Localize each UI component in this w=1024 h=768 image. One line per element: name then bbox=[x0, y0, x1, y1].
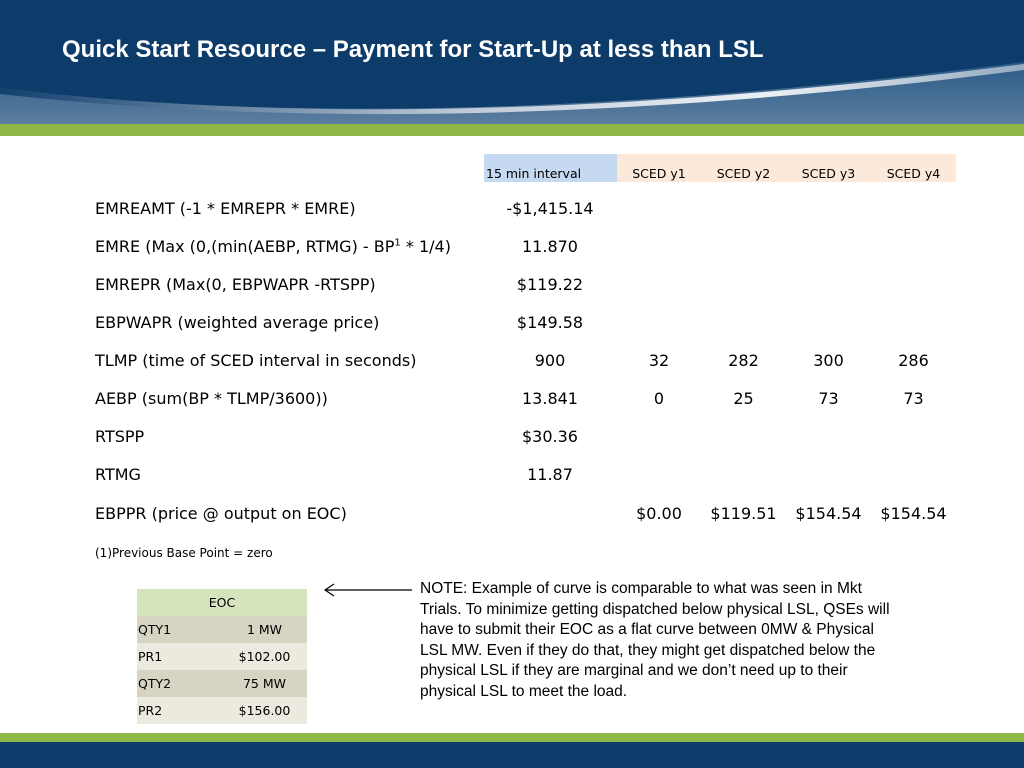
row-label: RTMG bbox=[95, 465, 141, 484]
table-cell: 73 bbox=[818, 389, 839, 408]
table-cell: $119.51 bbox=[710, 504, 777, 523]
table-cell: 300 bbox=[813, 351, 844, 370]
row-label: TLMP (time of SCED interval in seconds) bbox=[95, 351, 417, 370]
eoc-value: $156.00 bbox=[222, 697, 307, 724]
eoc-value: $102.00 bbox=[222, 643, 307, 670]
table-row bbox=[137, 643, 307, 670]
table-cell: 286 bbox=[898, 351, 929, 370]
table-cell: 73 bbox=[903, 389, 924, 408]
eoc-value: 75 MW bbox=[222, 670, 307, 697]
table-cell: 11.87 bbox=[527, 465, 573, 484]
table-row bbox=[137, 616, 307, 643]
footnote-marker: 1 bbox=[394, 237, 401, 249]
eoc-key: PR1 bbox=[137, 643, 222, 670]
arrow-left-icon bbox=[322, 582, 414, 598]
table-cell: 900 bbox=[534, 351, 566, 370]
row-label: AEBP (sum(BP * TLMP/3600)) bbox=[95, 389, 328, 408]
table-cell: 0 bbox=[653, 389, 665, 408]
footer-stripe bbox=[0, 733, 1024, 742]
table-cell: 11.870 bbox=[522, 237, 578, 256]
table-cell: -$1,415.14 bbox=[506, 199, 594, 218]
table-cell: 25 bbox=[733, 389, 754, 408]
footnote: (1)Previous Base Point = zero bbox=[95, 546, 273, 560]
table-cell: $119.22 bbox=[516, 275, 584, 294]
row-label bbox=[95, 237, 451, 256]
row-label: EMREPR (Max(0, EBPWAPR -RTSPP) bbox=[95, 275, 376, 294]
table-row bbox=[137, 670, 307, 697]
row-label: EBPWAPR (weighted average price) bbox=[95, 313, 380, 332]
column-header-sced1: SCED y1 bbox=[617, 154, 701, 182]
table-cell: 32 bbox=[648, 351, 670, 370]
page-title: Quick Start Resource – Payment for Start-Up at less than LSL bbox=[62, 36, 764, 63]
table-cell: $149.58 bbox=[516, 313, 584, 332]
row-label: EBPPR (price @ output on EOC) bbox=[95, 504, 347, 523]
table-cell: $0.00 bbox=[636, 504, 682, 523]
table-cell: 13.841 bbox=[522, 389, 578, 408]
eoc-key: PR2 bbox=[137, 697, 222, 724]
eoc-key: QTY2 bbox=[137, 670, 222, 697]
row-label-text-end: * 1/4) bbox=[400, 237, 451, 256]
row-label: RTSPP bbox=[95, 427, 145, 446]
table-row bbox=[137, 697, 307, 724]
table-cell: 282 bbox=[728, 351, 759, 370]
column-header-interval: 15 min interval bbox=[484, 154, 617, 182]
table-cell: $154.54 bbox=[880, 504, 947, 523]
eoc-value: 1 MW bbox=[222, 616, 307, 643]
column-header-sced2: SCED y2 bbox=[701, 154, 786, 182]
eoc-table bbox=[137, 589, 307, 724]
eoc-key: QTY1 bbox=[137, 616, 222, 643]
column-header-sced3: SCED y3 bbox=[786, 154, 871, 182]
column-header-sced4: SCED y4 bbox=[871, 154, 956, 182]
table-cell: $30.36 bbox=[522, 427, 578, 446]
row-label: EMREAMT (-1 * EMREPR * EMRE) bbox=[95, 199, 356, 218]
row-label-text: EMRE (Max (0,(min(AEBP, RTMG) - BP bbox=[95, 237, 395, 256]
eoc-title: EOC bbox=[137, 589, 307, 616]
note-text: NOTE: Example of curve is comparable to what was seen in Mkt Trials. To minimize getting dispatched below physical LSL, QSEs will have to submit their EOC as a flat curve between 0MW & Physical LSL MW. Even if they do that, they might get dispatched below the physical LSL if they are marginal and we don’t need up to their physical LSL to meet the load. bbox=[420, 580, 890, 700]
table-cell: $154.54 bbox=[795, 504, 862, 523]
